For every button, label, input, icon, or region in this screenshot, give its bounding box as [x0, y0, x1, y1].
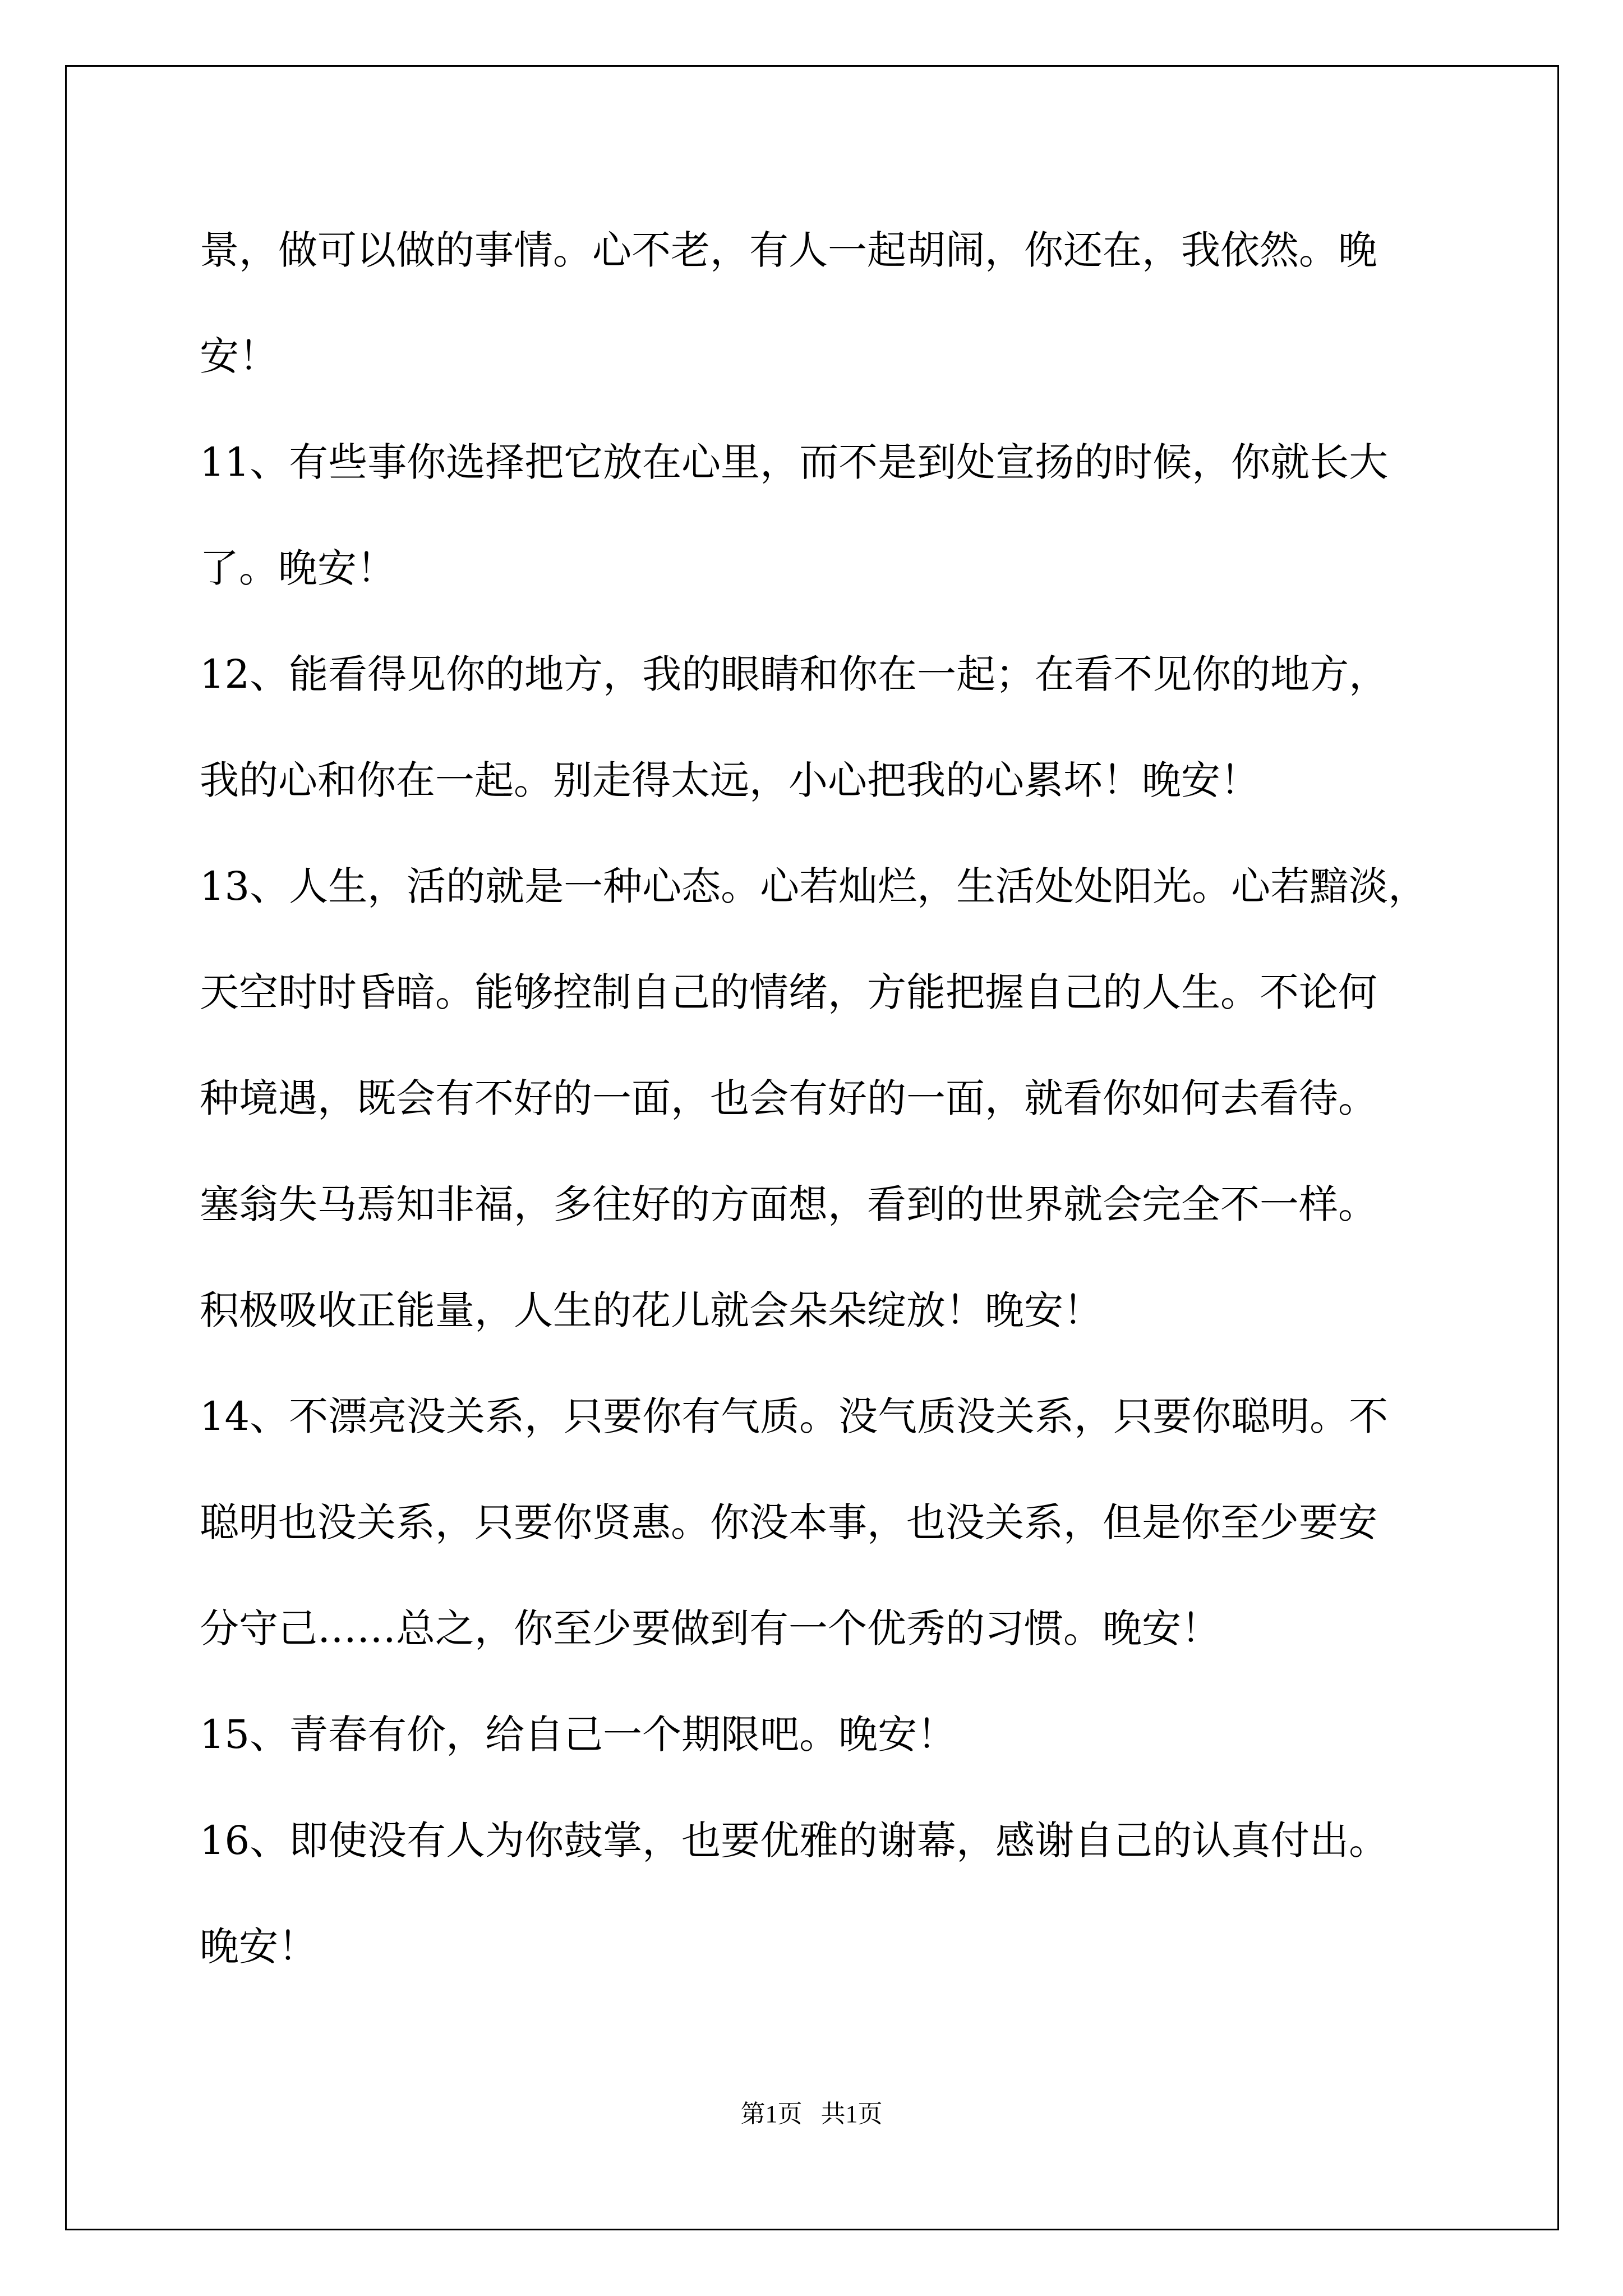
text-line: 安！ [200, 333, 278, 379]
text-line: 12、能看得见你的地方，我的眼睛和你在一起；在看不见你的地方， [200, 651, 1389, 697]
text-line: 种境遇，既会有不好的一面，也会有好的一面，就看你如何去看待。 [200, 1075, 1377, 1121]
text-line: 16、即使没有人为你鼓掌，也要优雅的谢幕，感谢自己的认真付出。 [200, 1818, 1389, 1864]
text-line: 聪明也没关系，只要你贤惠。你没本事，也没关系，但是你至少要安 [200, 1499, 1377, 1545]
text-line: 景，做可以做的事情。心不老，有人一起胡闹，你还在，我依然。晚 [200, 227, 1377, 273]
text-line: 11、有些事你选择把它放在心里，而不是到处宣扬的时候，你就长大 [200, 439, 1389, 485]
text-line: 我的心和你在一起。别走得太远，小心把我的心累坏！晚安！ [200, 757, 1260, 803]
page-footer: 第1页 共1页 [740, 2100, 883, 2128]
text-line: 了。晚安！ [200, 545, 396, 591]
text-line: 15、青春有价，给自己一个期限吧。晚安！ [200, 1711, 957, 1757]
text-line: 13、人生，活的就是一种心态。心若灿烂，生活处处阳光。心若黯淡， [200, 863, 1428, 909]
text-line: 塞翁失马焉知非福，多往好的方面想，看到的世界就会完全不一样。 [200, 1181, 1377, 1227]
text-line: 积极吸收正能量，人生的花儿就会朵朵绽放！晚安！ [200, 1287, 1103, 1333]
text-line: 晚安！ [200, 1924, 317, 1970]
text-line: 14、不漂亮没关系，只要你有气质。没气质没关系，只要你聪明。不 [200, 1393, 1389, 1439]
text-line: 天空时时昏暗。能够控制自己的情绪，方能把握自己的人生。不论何 [200, 969, 1377, 1015]
text-line: 分守己……总之，你至少要做到有一个优秀的习惯。晚安！ [200, 1605, 1220, 1651]
document-body [200, 219, 1473, 2021]
